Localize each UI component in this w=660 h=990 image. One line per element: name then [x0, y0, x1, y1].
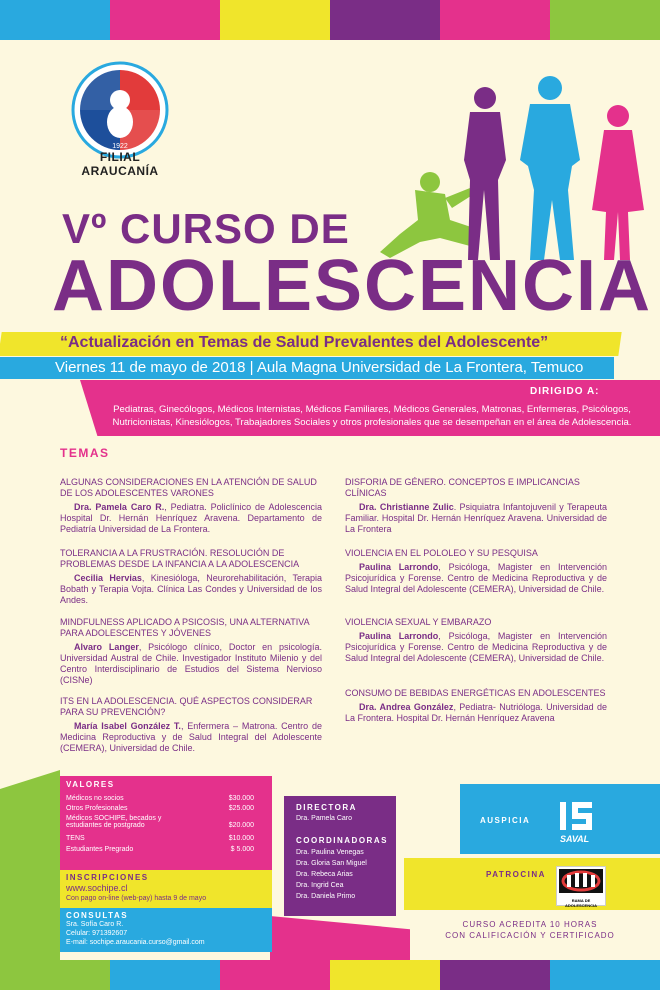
- topic-right-4: [345, 688, 607, 724]
- topic-description: [60, 573, 322, 607]
- topic-speaker-bio: , Psicólogo clínico, Doctor en psicología. Universidad Austral de Chile. Investigador Instituto Milenio y del Centro Interdisciplinario de Estudios del Sistema Nervioso (CISNe): [60, 641, 322, 686]
- top-color-strip: [0, 0, 660, 40]
- dirigido-text: Pediatras, Ginecólogos, Médicos Internistas, Médicos Familiares, Médicos Generales, Matronas, Enfermeras, Psicólogos, Nutricionistas, Kinesiólogos, Trabajadores Sociales y otros profesionales que se desempeñan en el área de Adolescencia.: [112, 404, 632, 429]
- rama-logo-text: RAMA DE ADOLESCENCIA: [564, 898, 597, 908]
- accreditation-line1: CURSO ACREDITA 10 HORAS: [462, 920, 598, 929]
- topic-title: TOLERANCIA A LA FRUSTRACIÓN. RESOLUCIÓN DE PROBLEMAS DESDE LA INFANCIA A LA ADOLESCENCIA: [60, 548, 300, 569]
- course-title-line2: ADOLESCENCIA: [52, 246, 653, 326]
- price-value: $10.000: [228, 835, 254, 842]
- topic-speaker-bio: , Psicóloga, Magister en Intervención Psicojurídica y Forense. Centro de Medicina Reproductiva y de Salud Integral del Adolescente (CEMERA), Universidad de Chile.: [345, 630, 607, 664]
- valores-title: VALORES: [66, 780, 115, 789]
- topic-left-1: [60, 477, 322, 535]
- topic-title: CONSUMO DE BEBIDAS ENERGÉTICAS EN ADOLESCENTES: [345, 688, 606, 698]
- inscripciones-link[interactable]: www.sochipe.cl: [66, 883, 128, 893]
- topic-speaker: Dra. Andrea González: [359, 701, 454, 712]
- price-label: Médicos SOCHIPE, becados y estudiantes de postgrado: [66, 815, 162, 829]
- topic-left-2: [60, 548, 322, 606]
- price-value: $20.000: [228, 822, 254, 829]
- topic-speaker: Paulina Larrondo: [359, 561, 439, 572]
- topic-speaker: Dra. Pamela Caro R.: [74, 501, 165, 512]
- topic-title: DISFORIA DE GÉNERO. CONCEPTOS E IMPLICANCIAS CLÍNICAS: [345, 477, 580, 498]
- youth-silhouettes-illustration: [370, 70, 660, 270]
- consultas-email[interactable]: E-mail: sochipe.araucania.curso@gmail.com: [66, 939, 205, 946]
- coordinadora-name: Dra. Paulina Venegas: [296, 849, 364, 856]
- topic-description: [345, 562, 607, 596]
- dirigido-title: DIRIGIDO A:: [530, 386, 600, 397]
- topic-speaker: Cecilia Hervias: [74, 572, 142, 583]
- price-row: [66, 835, 254, 842]
- price-value: $30.000: [228, 795, 254, 802]
- patrocina-label: PATROCINA: [486, 870, 546, 879]
- logo-year: 1922: [112, 143, 128, 150]
- consultas-title: CONSULTAS: [66, 911, 129, 920]
- course-subtitle: “Actualización en Temas de Salud Prevalentes del Adolescente”: [60, 334, 549, 351]
- topic-speaker-bio: , Psicóloga, Magister en Intervención Psicojurídica y Forense. Centro de Medicina Reproductiva y de Salud Integral del Adolescente (CEMERA), Universidad de Chile.: [345, 561, 607, 595]
- inscripciones-note: Con pago on-line (web-pay) hasta 9 de mayo: [66, 895, 207, 902]
- topic-left-4: [60, 696, 322, 754]
- patrocina-panel: [404, 858, 660, 910]
- rama-logo-icon: [557, 867, 605, 895]
- auspicia-label: AUSPICIA: [480, 816, 531, 825]
- topic-speaker-bio: , Pediatra- Nutrióloga. Universidad de La Frontera. Hospital Dr. Hernán Henríquez Aravena: [345, 701, 607, 724]
- topic-right-1: [345, 477, 607, 535]
- price-row: [66, 805, 254, 812]
- price-label: Médicos no socios: [66, 795, 124, 802]
- topic-description: [60, 502, 322, 536]
- topic-speaker: Dra. Christianne Zulic: [359, 501, 454, 512]
- topic-title: ALGUNAS CONSIDERACIONES EN LA ATENCIÓN DE SALUD DE LOS ADOLESCENTES VARONES: [60, 477, 317, 498]
- coordinadora-name: Dra. Daniela Primo: [296, 893, 356, 900]
- decor-green-block: [0, 770, 60, 960]
- coordinadora-name: Dra. Ingrid Cea: [296, 882, 344, 889]
- topic-left-3: [60, 617, 322, 687]
- price-label: Otros Profesionales: [66, 805, 128, 812]
- price-label: Estudiantes Pregrado: [66, 846, 134, 853]
- saval-logo-text: SAVAL: [560, 834, 590, 844]
- accreditation-line2: CON CALIFICACIÓN Y CERTIFICADO: [445, 930, 615, 940]
- topic-speaker: Alvaro Langer: [74, 641, 139, 652]
- topic-description: [345, 502, 607, 536]
- topic-speaker: Paulina Larrondo: [359, 630, 439, 641]
- topic-speaker-bio: , Enfermera – Matrona. Centro de Medicina Reproductiva y de Salud Integral del Adolescente (CEMERA), Universidad de Chile.: [60, 720, 322, 754]
- price-label: TENS: [66, 835, 85, 842]
- course-title-line1: Vº CURSO DE: [62, 205, 350, 252]
- topic-title: VIOLENCIA SEXUAL Y EMBARAZO: [345, 617, 492, 627]
- topic-description: [345, 631, 607, 665]
- date-place: Viernes 11 de mayo de 2018 | Aula Magna Universidad de La Frontera, Temuco: [55, 359, 584, 376]
- temas-heading: TEMAS: [60, 446, 110, 460]
- price-value: $25.000: [228, 805, 254, 812]
- directora-name: Dra. Pamela Caro: [296, 815, 353, 822]
- consultas-phone: Celular: 971392607: [66, 930, 128, 937]
- decor-pink-block: [270, 916, 410, 960]
- accreditation-note: [430, 920, 630, 942]
- topic-description: [60, 642, 322, 687]
- topic-speaker-bio: , Pediatra. Policlínico de Adolescencia Hospital Dr. Hernán Henríquez Aravena. Departamento de Pediatría Universidad de La Frontera.: [60, 501, 322, 535]
- topic-title: VIOLENCIA EN EL POLOLEO Y SU PESQUISA: [345, 548, 538, 558]
- price-row: [66, 815, 254, 829]
- topic-speaker: María Isabel González T.: [74, 720, 181, 731]
- topic-title: MINDFULNESS APLICADO A PSICOSIS, UNA ALTERNATIVA PARA ADOLESCENTES Y JÓVENES: [60, 617, 310, 638]
- price-row: [66, 846, 254, 853]
- topic-right-3: [345, 617, 607, 665]
- topic-speaker-bio: . Psiquiatra Infantojuvenil y Terapeuta Familiar. Hospital Dr. Hernán Henríquez Aravena. Universidad de La Frontera: [345, 501, 607, 535]
- consultas-contact-name: Sra. Sofía Caro R.: [66, 921, 124, 928]
- bottom-color-strip: [0, 960, 660, 990]
- price-value: $ 5.000: [230, 846, 254, 853]
- topic-description: [60, 721, 322, 755]
- directora-title: DIRECTORA: [296, 803, 357, 812]
- coordinadoras-title: COORDINADORAS: [296, 836, 388, 845]
- topic-description: [345, 702, 607, 725]
- coordinadora-name: Dra. Gloria San Miguel: [296, 860, 367, 867]
- topic-right-2: [345, 548, 607, 596]
- filial-label: FILIAL ARAUCANÍA: [81, 150, 159, 178]
- inscripciones-title: INSCRIPCIONES: [66, 873, 149, 882]
- coordinadora-name: Dra. Rebeca Arias: [296, 871, 353, 878]
- price-row: [66, 795, 254, 802]
- topic-speaker-bio: , Kinesióloga, Neurorehabilitación, Terapia Bobath y Terapia Vojta. Clínica Las Condes y Universidad de los Andes.: [60, 572, 322, 606]
- topic-title: ITS EN LA ADOLESCENCIA. QUÉ ASPECTOS CONSIDERAR PARA SU PREVENCIÓN?: [60, 696, 313, 717]
- sochipe-logo: [70, 60, 170, 160]
